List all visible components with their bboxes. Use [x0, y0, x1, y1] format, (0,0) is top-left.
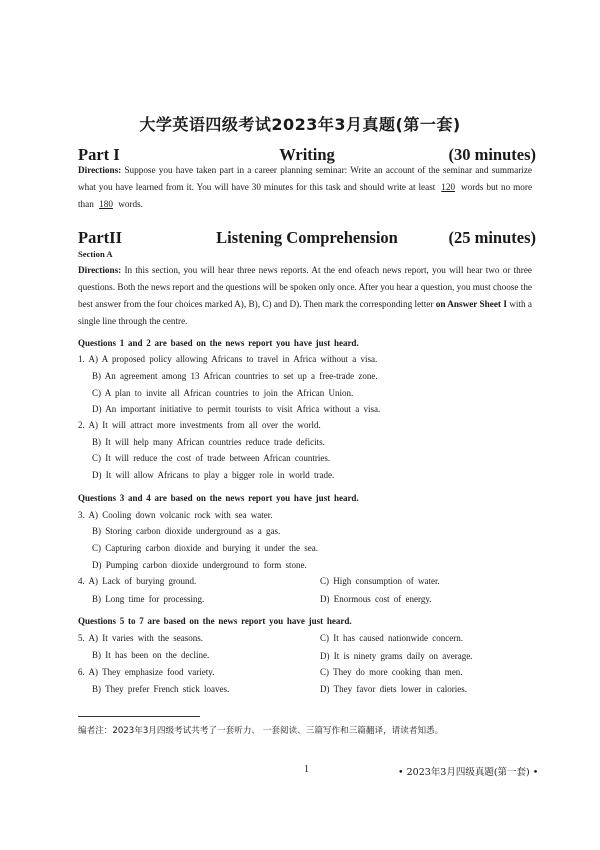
option-line: C) They do more cooking than men. [320, 667, 463, 677]
part2-directions-text: In this section, you will hear three news reports. At the end ofeach news report, you will hear two or three questions. Both the news report and the questions will be spoken only once. After you hear a question, you must choose the best answer from the four choices marked A), B), C) and D). Then mark the corresponding letter [78, 265, 532, 309]
document-title: 大学英语四级考试2023年3月真题(第一套) [139, 115, 461, 134]
part1-directions-text-3: words. [118, 199, 143, 209]
option-line: 5. A) It varies with the seasons. [78, 633, 203, 643]
question-group-heading: Questions 5 to 7 are based on the news report you have just heard. [78, 616, 352, 626]
option-line: B) It has been on the decline. [92, 650, 210, 660]
option-line: B) Long time for processing. [92, 594, 205, 604]
part1-directions-text: Suppose you have taken part in a career planning seminar: Write an account of the seminar and summarize what you have learned from it. You will have 30 minutes for this task and should write at least [78, 165, 533, 192]
part2-directions-text-2: with a single line through the centre. [78, 299, 533, 326]
option-line: C) High consumption of water. [320, 576, 440, 586]
option-line: C) A plan to invite all African countries to join the African Union. [92, 388, 354, 398]
answer-sheet-ref: on Answer Sheet I [435, 299, 507, 309]
question-group-heading: Questions 1 and 2 are based on the news report you have just heard. [78, 338, 359, 348]
option-line: 1. A) A proposed policy allowing Africans to travel in Africa without a visa. [78, 354, 378, 364]
option-line: 6. A) They emphasize food variety. [78, 667, 215, 677]
min-words: 120 [441, 182, 456, 192]
running-footer: • 2023年3月四级真题(第一套) • [398, 767, 539, 778]
editor-note: 编者注：2023年3月四级考试共考了一套听力、 一套阅读、三篇写作和三篇翻译，请读者知悉。 [78, 726, 444, 736]
part1-directions-label: Directions: [78, 165, 122, 175]
option-line: B) Storing carbon dioxide underground as a gas. [92, 526, 281, 536]
part2-name: Listening Comprehension [216, 228, 398, 247]
part2-header [78, 228, 536, 250]
option-line: B) It will help many African countries reduce trade deficits. [92, 437, 325, 447]
part1-directions [78, 162, 532, 213]
option-line: B) They prefer French stick loaves. [92, 684, 230, 694]
option-line: 4. A) Lack of burying ground. [78, 576, 197, 586]
part1-time: (30 minutes) [448, 145, 536, 164]
option-line: D) Enormous cost of energy. [320, 594, 432, 604]
option-line: 2. A) It will attract more investments from all over the world. [78, 420, 321, 430]
part1-name: Writing [279, 145, 335, 164]
option-line: B) An agreement among 13 African countries to set up a free-trade zone. [92, 371, 378, 381]
part2-directions-label: Directions: [78, 265, 122, 275]
part2-time: (25 minutes) [448, 228, 536, 247]
option-line: 3. A) Cooling down volcanic rock with sea water. [78, 510, 273, 520]
option-line: C) It will reduce the cost of trade between African countries. [92, 453, 331, 463]
max-words: 180 [99, 199, 113, 209]
option-line: D) It is ninety grams daily on average. [320, 651, 473, 661]
part1-directions-text-2: words but no more than [78, 182, 533, 209]
part1-number: Part I [78, 145, 120, 164]
footnote-divider [78, 716, 200, 717]
question-group-heading: Questions 3 and 4 are based on the news report you have just heard. [78, 493, 359, 503]
part2-directions [78, 262, 532, 330]
part2-number: PartII [78, 228, 122, 247]
option-line: C) It has caused nationwide concern. [320, 633, 463, 643]
option-line: D) It will allow Africans to play a bigger role in world trade. [92, 470, 335, 480]
page-number: 1 [304, 764, 309, 775]
section-label: Section A [78, 249, 113, 259]
option-line: D) An important initiative to permit tourists to visit Africa without a visa. [92, 404, 381, 414]
option-line: D) Pumping carbon dioxide underground to form stone. [92, 560, 307, 570]
option-line: C) Capturing carbon dioxide and burying it under the sea. [92, 543, 318, 553]
option-line: D) They favor diets lower in calories. [320, 684, 468, 694]
